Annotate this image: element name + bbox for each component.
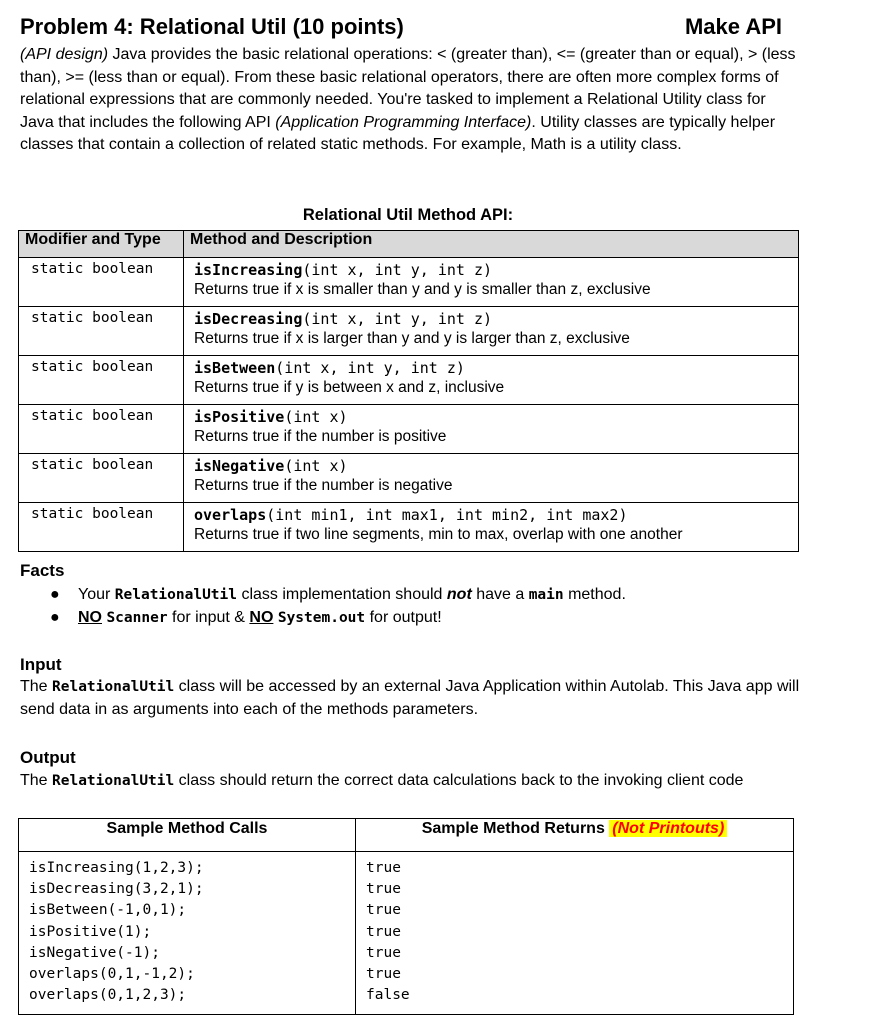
method-signature [194,359,792,378]
col-calls-header: Sample Method Calls [19,819,356,852]
sample-return-line: true [366,881,401,898]
sample-call-line: isNegative(-1); [29,944,160,961]
fact-text: Your [78,586,115,603]
method-signature [194,261,792,280]
fact-text: for output! [365,608,442,626]
method-params: (int x, int y, int z) [302,261,493,279]
method-name: overlaps [194,506,267,524]
row-method [184,454,799,503]
method-signature [194,457,792,476]
fact-code-scanner: Scanner [106,609,168,626]
sample-table [18,818,794,1015]
method-description: Returns true if y is between x and z, inclusive [194,379,505,396]
method-name: isPositive [194,408,285,426]
problem-title: Problem 4: Relational Util (10 points) [20,14,404,39]
fact-emphasis-no: NO [78,608,102,626]
row-modifier: static boolean [19,503,184,552]
input-paragraph [20,676,810,721]
method-description: Returns true if the number is negative [194,477,453,494]
method-description: Returns true if x is smaller than y and y is smaller than z, exclusive [194,281,651,298]
row-method [184,258,799,307]
col-modifier-header: Modifier and Type [19,231,184,258]
row-modifier: static boolean [19,307,184,356]
input-heading: Input [20,655,62,674]
method-signature [194,310,792,329]
api-table-caption: Relational Util Method API: [302,206,514,224]
fact-item-1 [50,584,626,607]
sample-calls-cell [19,852,356,1015]
method-description: Returns true if x is larger than y and y is larger than z, exclusive [194,330,630,347]
sample-call-line: isDecreasing(3,2,1); [29,881,204,898]
fact-item-2 [50,607,626,630]
sample-call-line: overlaps(0,1,2,3); [29,987,187,1004]
sample-return-line: true [366,944,401,961]
sample-return-line: true [366,902,401,919]
sample-return-line: true [366,966,401,983]
api-table [18,230,799,552]
facts-heading: Facts [20,561,65,580]
sample-returns-cell [356,852,794,1015]
input-text: The [20,678,53,695]
facts-list [50,584,626,629]
intro-lead: (API design) [20,46,109,63]
fact-text: for input & [167,608,250,626]
problem-tag: Make API [684,14,782,39]
row-method [184,307,799,356]
fact-code-class: RelationalUtil [114,587,237,603]
fact-emphasis-no: NO [249,608,274,626]
sample-call-line: isBetween(-1,0,1); [29,902,187,919]
col-method-header: Method and Description [184,231,799,258]
method-name: isIncreasing [194,261,303,279]
method-params: (int x) [284,408,348,426]
api-table-row [19,454,799,503]
sample-call-line: overlaps(0,1,-1,2); [29,966,195,983]
bullet-icon: ● [50,586,60,603]
method-signature [194,408,792,427]
method-params: (int min1, int max1, int min2, int max2) [266,506,628,524]
output-text: class should return the correct data calculations back to the invoking client code [174,772,744,789]
api-table-row [19,307,799,356]
sample-call-line: isPositive(1); [29,923,152,940]
method-signature [194,506,792,525]
fact-text: method. [563,586,626,603]
intro-api-expansion: (Application Programming Interface) [275,113,532,131]
api-table-row [19,405,799,454]
row-modifier: static boolean [19,405,184,454]
method-params: (int x, int y, int z) [275,359,465,377]
output-text: The [20,772,53,789]
method-name: isDecreasing [194,310,303,328]
intro-paragraph [20,44,800,157]
sample-return-line: true [366,923,401,940]
output-paragraph [20,770,810,793]
method-params: (int x) [284,457,348,475]
method-params: (int x, int y, int z) [302,310,493,328]
bullet-icon: ● [50,608,60,626]
method-description: Returns true if the number is positive [194,428,447,445]
api-table-row [19,503,799,552]
input-text: class will be accessed by an external Java Application within Autolab. This Java app will send data in as arguments into each of the methods parameters. [20,678,800,718]
output-heading: Output [20,748,76,767]
fact-text: class implementation should [237,586,447,603]
input-code-class: RelationalUtil [52,679,175,695]
fact-code-main: main [528,587,564,603]
problem-header [20,14,782,42]
intro-text-1: Java provides the basic relational operations: < (greater than), <= (greater than or equal), > (less than), >= (less than or equal). From these basic relational operators, there are often more complex forms of relational expressions that are commonly needed. You're tasked to implement a Relational Utility class for Java that includes the following API [20,46,796,131]
row-modifier: static boolean [19,454,184,503]
col-returns-header [356,819,794,852]
output-code-class: RelationalUtil [52,773,175,789]
api-table-row [19,258,799,307]
fact-emphasis-not: not [446,586,472,603]
method-description: Returns true if two line segments, min to max, overlap with one another [194,526,683,543]
sample-table-body-row [19,852,794,1015]
method-name: isBetween [194,359,276,377]
row-method [184,356,799,405]
sample-table-header-row [19,819,794,852]
method-name: isNegative [194,457,285,475]
fact-text: have a [471,586,529,603]
sample-return-line: true [366,860,401,876]
api-table-header-row [19,231,799,258]
fact-code-sysout: System.out [277,609,366,626]
sample-return-line: false [366,987,410,1004]
row-modifier: static boolean [19,258,184,307]
intro-text-2: . Utility classes are typically helper classes that contain a collection of related static methods. For example, Math is a utility class. [20,113,776,153]
col-returns-label: Sample Method Returns [421,820,605,837]
sample-call-line: isIncreasing(1,2,3); [29,860,204,876]
row-method [184,405,799,454]
returns-note-highlight: (Not Printouts) [609,820,727,837]
api-table-row [19,356,799,405]
row-modifier: static boolean [19,356,184,405]
row-method [184,503,799,552]
